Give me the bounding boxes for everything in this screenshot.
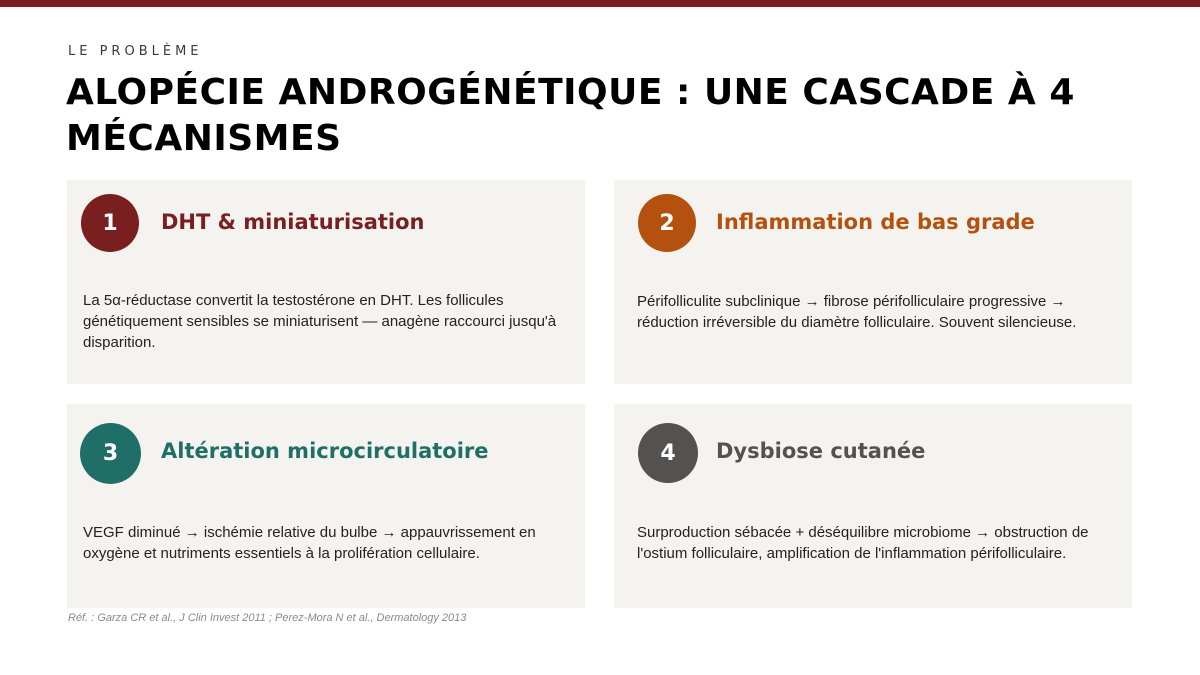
card-body: La 5α-réductase convertit la testostérone en DHT. Les follicules génétiquement sensibles se miniaturisent — anagène raccourci jusqu'à disparition.	[83, 292, 557, 351]
card-body: VEGF diminué → ischémie relative du bulbe → appauvrissement en oxygène et nutriments essentiels à la prolifération cellulaire.	[83, 524, 536, 562]
mechanism-card-1	[67, 180, 585, 384]
mechanism-card-3	[67, 404, 585, 608]
reference-footnote: Réf. : Garza CR et al., J Clin Invest 2011 ; Perez-Mora N et al., Dermatology 2013	[68, 612, 467, 624]
mechanism-card-2	[614, 180, 1132, 384]
card-body: Surproduction sébacée + déséquilibre microbiome → obstruction de l'ostium folliculaire, amplification de l'inflammation périfolliculaire.	[637, 524, 1089, 562]
card-heading: Altération microcirculatoire	[161, 439, 489, 463]
slide-title: ALOPÉCIE ANDROGÉNÉTIQUE : UNE CASCADE À 4 MÉCANISMES	[66, 72, 1075, 159]
card-body: Périfolliculite subclinique → fibrose périfolliculaire progressive → réduction irréversible du diamètre folliculaire. Souvent silencieuse.	[637, 293, 1077, 331]
card-number-badge: 3	[80, 423, 141, 484]
card-number-badge: 1	[81, 194, 139, 252]
card-heading: Inflammation de bas grade	[716, 210, 1035, 234]
mechanism-card-4	[614, 404, 1132, 608]
card-heading: DHT & miniaturisation	[161, 210, 425, 234]
card-number-badge: 2	[638, 194, 696, 252]
card-number-badge: 4	[638, 423, 698, 483]
top-accent-bar	[0, 0, 1200, 7]
section-eyebrow: LE PROBLÈME	[68, 44, 203, 59]
card-heading: Dysbiose cutanée	[716, 439, 926, 463]
